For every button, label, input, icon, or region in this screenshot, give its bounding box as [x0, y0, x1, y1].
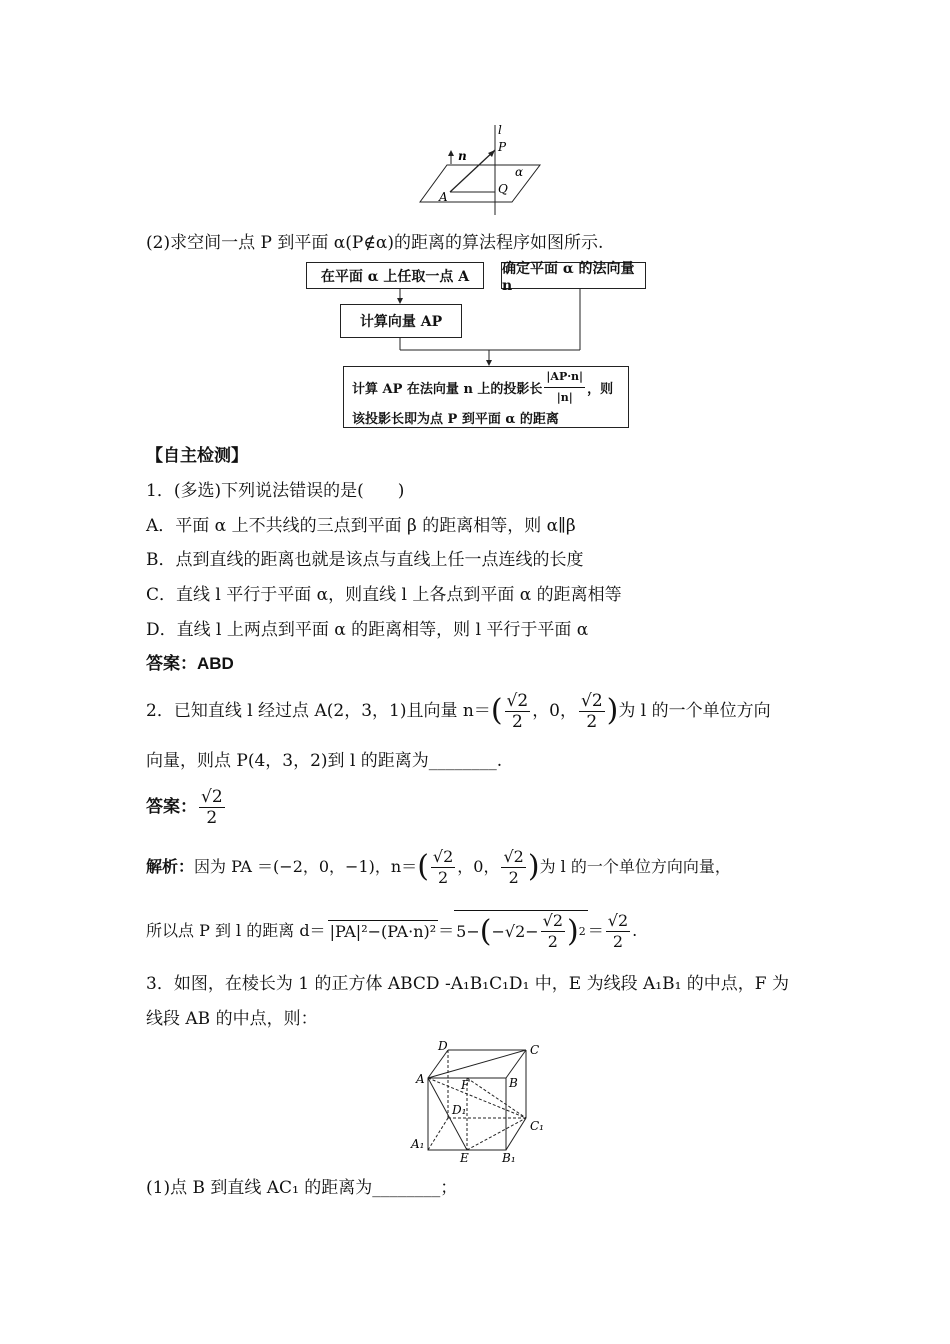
section-title: 【自主检测】 [146, 446, 248, 466]
q2-stem-b: 为 l 的一个单位方向 [618, 701, 771, 721]
cube-label-C: C [530, 1043, 540, 1057]
q2-stem-a: 2．已知直线 l 经过点 A(2，3，1)且向量 n＝ [146, 701, 491, 721]
q1-stem: 1．(多选)下列说法错误的是( ) [146, 481, 405, 501]
cube-label-F: F [461, 1078, 470, 1092]
radical-2: 5− ( −√2− $\frac{√2}{2}$ ) 2 [456, 911, 586, 951]
frac-num: √2 [607, 910, 629, 930]
result-frac [606, 911, 630, 952]
frac-den: 2 [508, 867, 519, 887]
answer-label: 答案： [146, 797, 197, 817]
cube-label-E: E [460, 1151, 469, 1165]
projection-fraction [544, 367, 585, 408]
plane-normal-figure [415, 120, 545, 218]
q3-stem-2: 线段 AB 的中点，则： [146, 1009, 318, 1029]
jiexi-text-b: 为 l 的一个单位方向向量， [539, 857, 731, 876]
radical-1: |PA|²−(PA·n)² [329, 921, 437, 941]
frac-num: √2 [506, 690, 529, 711]
flow-box-normal-vector: 确定平面 α 的法向量 n [501, 262, 646, 289]
vector-component-3 [579, 691, 605, 732]
frac-num: √2 [542, 911, 564, 930]
q1-option-a: A．平面 α 上不共线的三点到平面 β 的距离相等，则 α∥β [146, 516, 576, 536]
cube-label-B: B [509, 1076, 518, 1090]
jiexi-text-a: 因为 PA ＝(−2，0，−1)，n＝ [194, 857, 418, 876]
label-l: l [498, 123, 502, 137]
frac-den: 2 [547, 932, 558, 951]
caption-2: (2)求空间一点 P 到平面 α(P∉α)的距离的算法程序如图所示. [146, 233, 604, 253]
q1-option-b: B．点到直线的距离也就是该点与直线上任一点连线的长度 [146, 550, 584, 570]
flow-box-projection [343, 366, 629, 428]
eq-end: ＝ [587, 921, 604, 940]
jiexi-label: 解析： [146, 857, 195, 876]
q1-option-c: C．直线 l 平行于平面 α，则直线 l 上各点到平面 α 的距离相等 [146, 585, 622, 605]
frac-b [501, 847, 525, 888]
frac-num: √2 [581, 690, 603, 711]
label-Q: Q [498, 182, 508, 196]
flow-box4-text-b: ，则 [587, 382, 614, 397]
rad2-a: 5− [456, 921, 480, 941]
flow-box-compute-ap: 计算向量 AP [340, 304, 462, 338]
q3-stem-1: 3．如图，在棱长为 1 的正方体 ABCD -A₁B₁C₁D₁ 中，E 为线段 A₁B₁ 的中点，F 为 [146, 974, 790, 994]
q2-stem: 2．已知直线 l 经过点 A(2，3，1)且向量 n＝ ( $\frac{√2}{2}$ ，0， $\frac{√2}{2}$ ) 为 l 的一个单位方向 [146, 690, 771, 732]
cube-label-D: D [438, 1039, 448, 1053]
flow-box4-line2: 该投影长即为点 P 到平面 α 的距离 [352, 412, 559, 427]
flow-box4-text-a: 计算 AP 在法向量 n 上的投影长 [352, 382, 543, 397]
frac-den: 2 [206, 807, 218, 828]
q2-vec-mid: ，0， [532, 701, 578, 721]
frac-den: 2 [438, 867, 449, 887]
answer-fraction [199, 787, 225, 828]
q2-stem-c: 向量，则点 P(4，3，2)到 l 的距离为________. [146, 751, 503, 771]
rad2-b: −√2− [491, 921, 539, 941]
fraction-num: |AP·n| [544, 367, 585, 388]
cube-figure [408, 1036, 548, 1166]
q1-answer [146, 653, 234, 675]
cube-label-B1: B₁ [502, 1151, 516, 1165]
q2-jiexi-line1: 解析： 因为 PA ＝(−2，0，−1)，n＝ ( $\frac{√2}{2}$ ，0， $\frac{√2}{2}$ ) 为 l 的一个单位方向向量， [146, 846, 731, 887]
vector-component-1 [505, 691, 531, 732]
frac-a [431, 847, 455, 888]
label-alpha: α [515, 165, 524, 179]
q2-jiexi-line2: 所以点 P 到 l 的距离 d＝ |PA|²−(PA·n)² ＝ 5− ( −√2− $\frac{√2}{2}$ ) 2 ＝ $\frac{√2}{2}$ . [146, 910, 638, 951]
q2-answer [146, 784, 227, 830]
frac-den: 2 [511, 711, 523, 732]
cube-label-A: A [416, 1072, 425, 1086]
jiexi-vec-mid: ，0， [457, 857, 500, 876]
fraction-den: |n| [556, 391, 573, 404]
rad2-frac [541, 911, 565, 952]
label-A: A [439, 190, 448, 204]
frac-den: 2 [612, 931, 624, 951]
answer-value: ABD [197, 654, 234, 673]
label-P: P [498, 140, 507, 154]
flow-box-pick-point: 在平面 α 上任取一点 A [306, 262, 484, 289]
cube-label-D1: D₁ [452, 1103, 467, 1117]
frac-num: √2 [432, 846, 454, 866]
cube-label-A1: A₁ [411, 1137, 425, 1151]
q3-sub1: (1)点 B 到直线 AC₁ 的距离为________； [146, 1178, 458, 1198]
frac-den: 2 [586, 711, 598, 732]
eq-sign: ＝ [438, 921, 455, 940]
frac-num: √2 [503, 846, 524, 866]
cube-label-C1: C₁ [530, 1119, 544, 1133]
frac-num: √2 [201, 786, 223, 807]
q1-option-d: D．直线 l 上两点到平面 α 的距离相等，则 l 平行于平面 α [146, 620, 589, 640]
label-n: n [458, 149, 467, 163]
answer-label: 答案： [146, 654, 197, 674]
jiexi-line2-a: 所以点 P 到 l 的距离 d＝ [146, 921, 326, 940]
